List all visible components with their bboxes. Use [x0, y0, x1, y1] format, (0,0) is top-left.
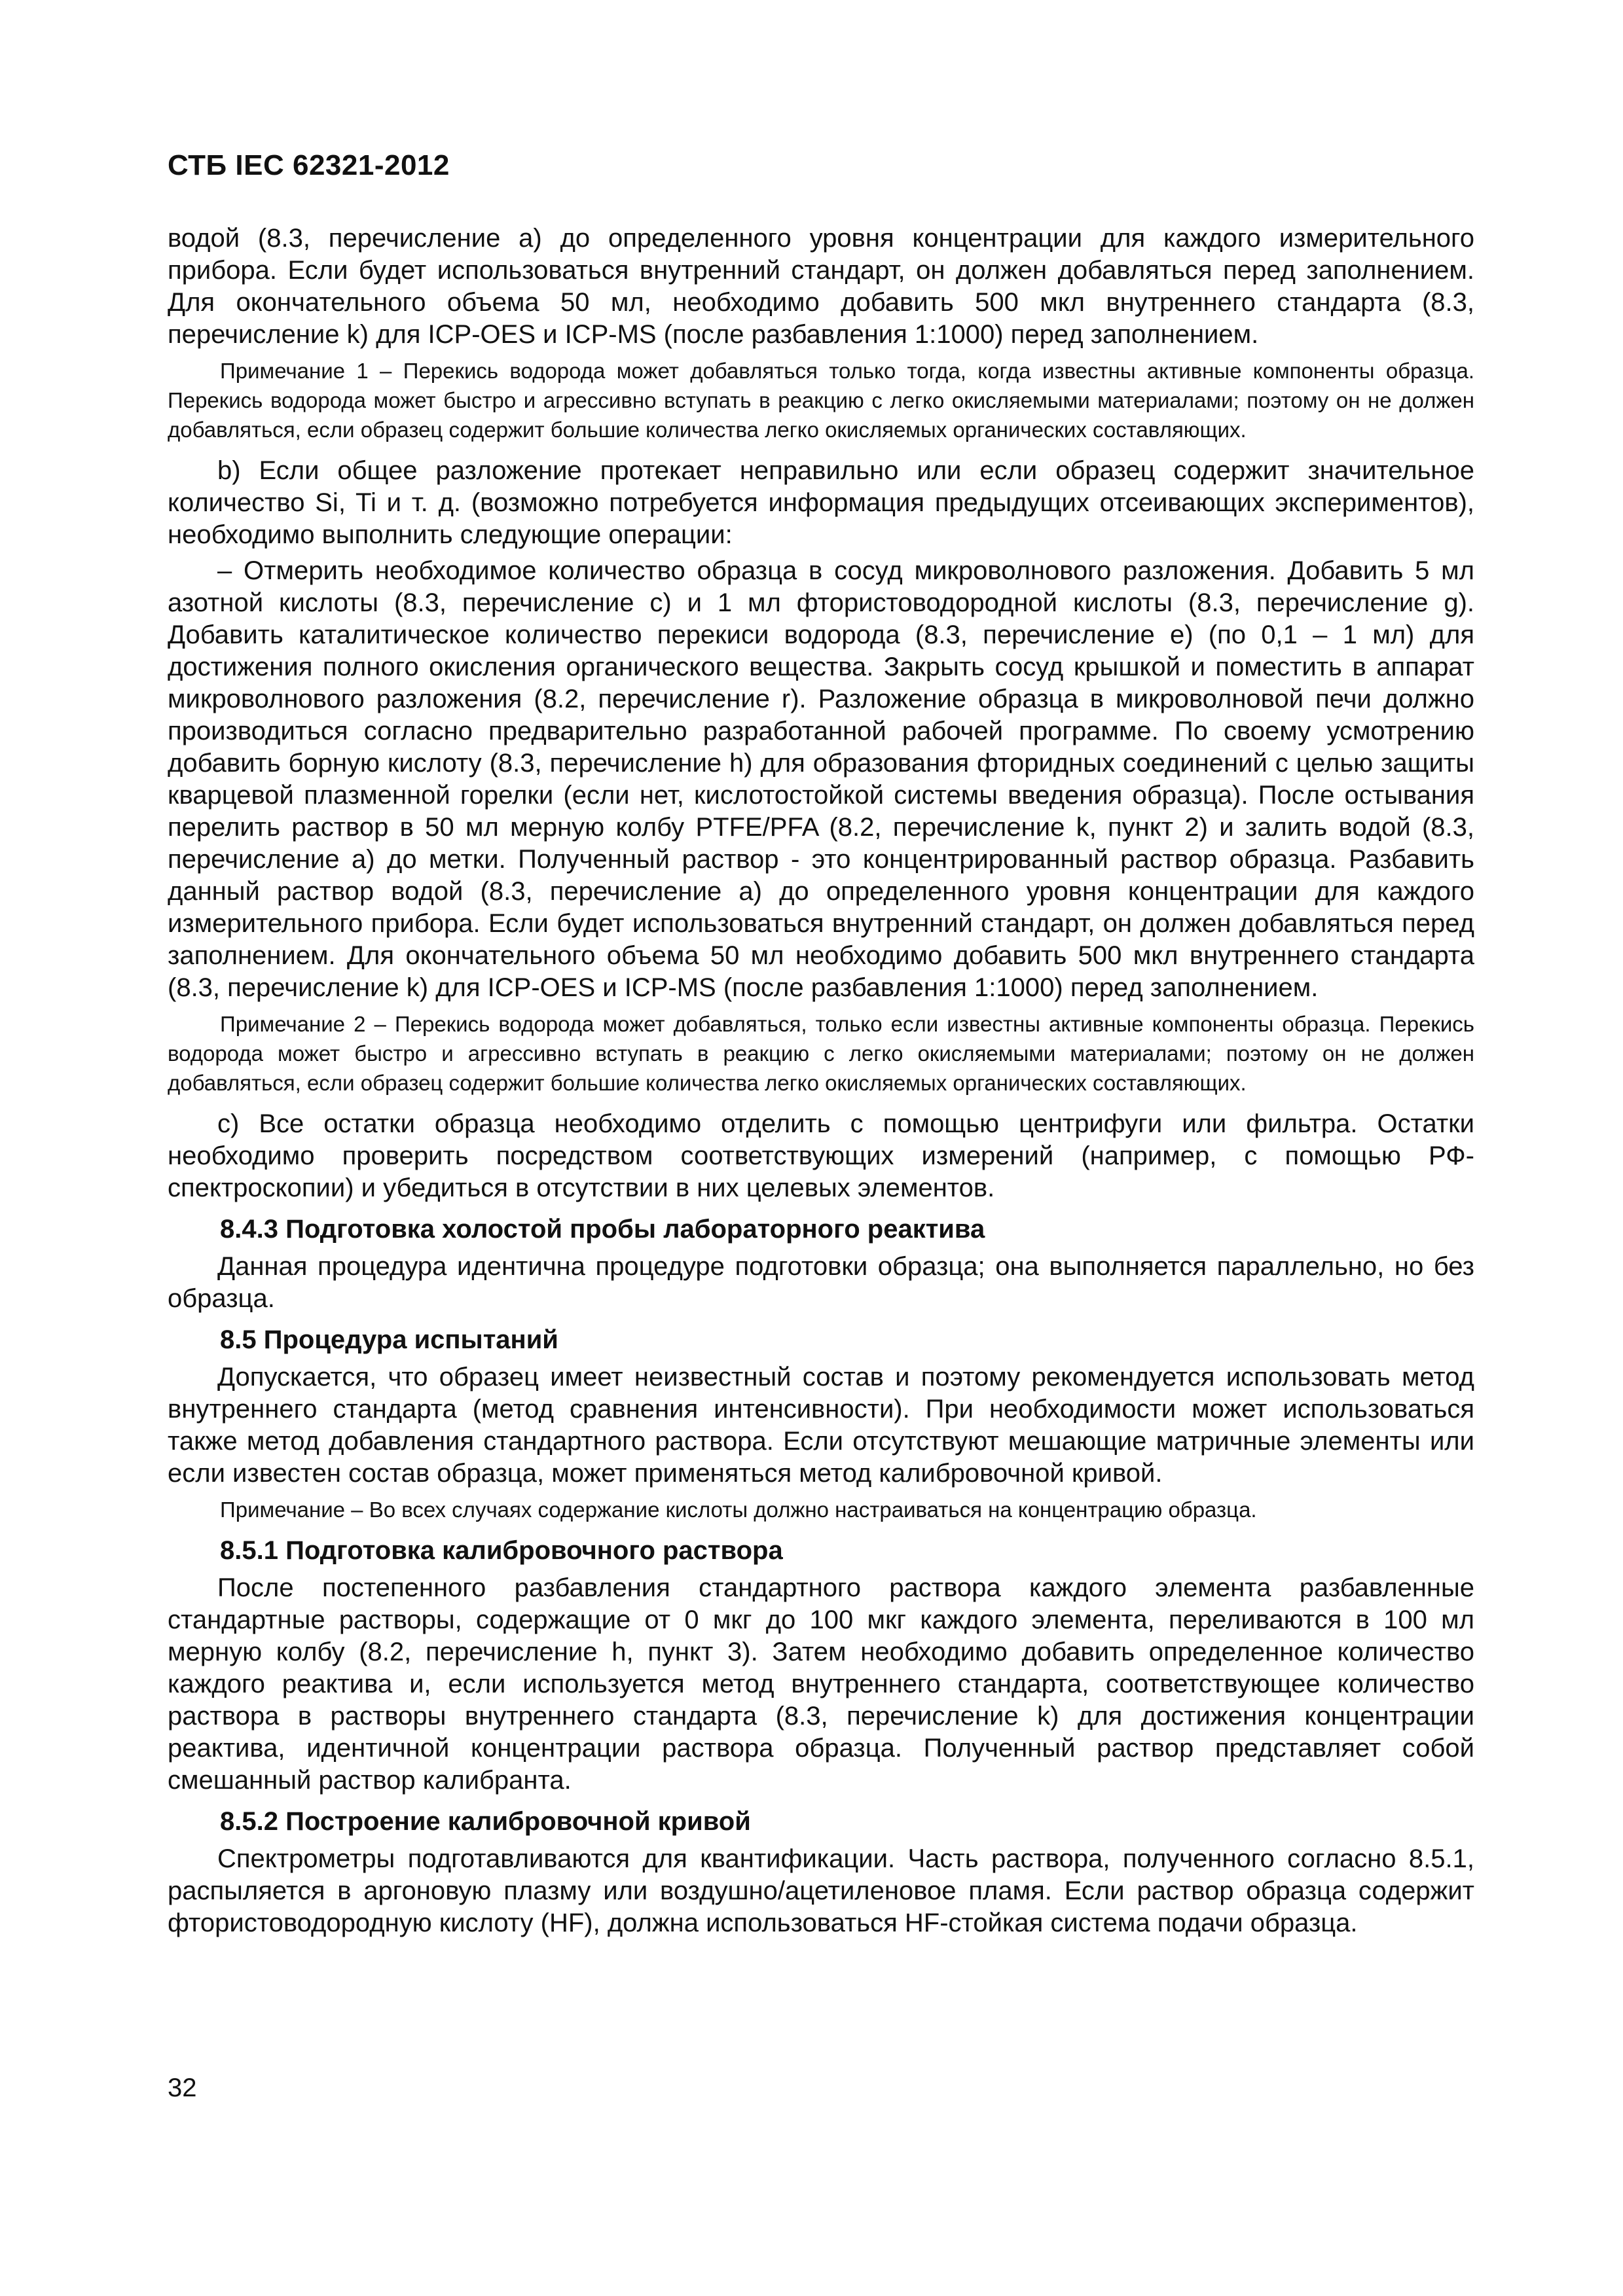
section-heading-8-4-3: 8.4.3 Подготовка холостой пробы лабораторного реактива — [220, 1215, 985, 1244]
paragraph-intro: водой (8.3, перечисление a) до определенного уровня концентрации для каждого измерительного прибора. Если будет использоваться внутренний стандарт, он должен добавляться перед заполнением. Для окончательного объема 50 мл, необходимо добавить 500 мкл внутреннего стандарта (8.3, перечисление k) для ICP-OES и ICP-MS (после разбавления 1:1000) перед заполнением. — [168, 224, 1474, 349]
paragraph-8-5: Допускается, что образец имеет неизвестный состав и поэтому рекомендуется использовать метод внутреннего стандарта (метод сравнения интенсивности). При необходимости может использоваться также метод добавления стандартного раствора. Если отсутствуют мешающие матричные элементы или если известен состав образца, может применяться метод калибровочной кривой. — [168, 1363, 1474, 1488]
note-1: Примечание 1 – Перекись водорода может добавляться только тогда, когда известны активные компоненты образца. Перекись водорода может быстро и агрессивно вступать в реакцию с легко окисляемыми материалами; поэтому он не должен добавляться, если образец содержит большие количества легко окисляемых органических составляющих. — [168, 359, 1474, 442]
paragraph-8-5-1: После постепенного разбавления стандартного раствора каждого элемента разбавленные стандартные растворы, содержащие от 0 мкг до 100 мкг каждого элемента, переливаются в 100 мл мерную колбу (8.2, перечисление h, пункт 3). Затем необходимо добавить определенное количество каждого реактива и, если используется метод внутреннего стандарта, соответствующее количество раствора в растворы внутреннего стандарта (8.3, перечисление k) для достижения концентрации реактива, идентичной концентрации раствора образца. Полученный раствор представляет собой смешанный раствор калибранта. — [168, 1573, 1474, 1795]
section-heading-8-5-2: 8.5.2 Построение калибровочной кривой — [220, 1807, 751, 1836]
paragraph-item-b: b) Если общее разложение протекает неправильно или если образец содержит значительное количество Si, Ti и т. д. (возможно потребуется информация предыдущих отсеивающих экспериментов), необходимо выполнить следующие операции: — [168, 456, 1474, 549]
note-3: Примечание – Во всех случаях содержание кислоты должно настраиваться на концентрацию образца. — [220, 1498, 1257, 1522]
paragraph-item-c: c) Все остатки образца необходимо отделить с помощью центрифуги или фильтра. Остатки необходимо проверить посредством соответствующих измерений (например, с помощью РФ-спектроскопии) и убедиться в отсутствии в них целевых элементов. — [168, 1109, 1474, 1202]
document-body — [168, 223, 1474, 1943]
section-heading-8-5-1: 8.5.1 Подготовка калибровочного раствора — [220, 1536, 783, 1565]
note-2: Примечание 2 – Перекись водорода может добавляться, только если известны активные компоненты образца. Перекись водорода может быстро и агрессивно вступать в реакцию с легко окисляемыми материалами; поэтому он не должен добавляться, если образец содержит большие количества легко окисляемых органических составляющих. — [168, 1012, 1474, 1095]
paragraph-8-5-2: Спектрометры подготавливаются для квантификации. Часть раствора, полученного согласно 8.5.1, распыляется в аргоновую плазму или воздушно/ацетиленовое пламя. Если раствор образца содержит фтористоводородную кислоту (HF), должна использоваться HF-стойкая система подачи образца. — [168, 1844, 1474, 1937]
paragraph-8-4-3: Данная процедура идентична процедуре подготовки образца; она выполняется параллельно, но без образца. — [168, 1252, 1474, 1313]
page-number: 32 — [168, 2073, 197, 2102]
section-heading-8-5: 8.5 Процедура испытаний — [220, 1325, 558, 1354]
document-code-header: СТБ IEC 62321-2012 — [168, 149, 450, 181]
paragraph-dash-procedure: – Отмерить необходимое количество образца в сосуд микроволнового разложения. Добавить 5 мл азотной кислоты (8.3, перечисление c) и 1 мл фтористоводородной кислоты (8.3, перечисление g). Добавить каталитическое количество перекиси водорода (8.3, перечисление e) (по 0,1 – 1 мл) для достижения полного окисления органического вещества. Закрыть сосуд крышкой и поместить в аппарат микроволнового разложения (8.2, перечисление r). Разложение образца в микроволновой печи должно производиться согласно предварительно разработанной рабочей программе. По своему усмотрению добавить борную кислоту (8.3, перечисление h) для образования фторидных соединений с целью защиты кварцевой плазменной горелки (если нет, кислотостойкой системы введения образца). После остывания перелить раствор в 50 мл мерную колбу PTFE/PFA (8.2, перечисление k, пункт 2) и залить водой (8.3, перечисление a) до метки. Полученный раствор - это концентрированный раствор образца. Разбавить данный раствор водой (8.3, перечисление a) до определенного уровня концентрации для каждого измерительного прибора. Если будет использоваться внутренний стандарт, он должен добавляться перед заполнением. Для окончательного объема 50 мл необходимо добавить 500 мкл внутреннего стандарта (8.3, перечисление k) для ICP-OES и ICP-MS (после разбавления 1:1000) перед заполнением. — [168, 556, 1474, 1002]
